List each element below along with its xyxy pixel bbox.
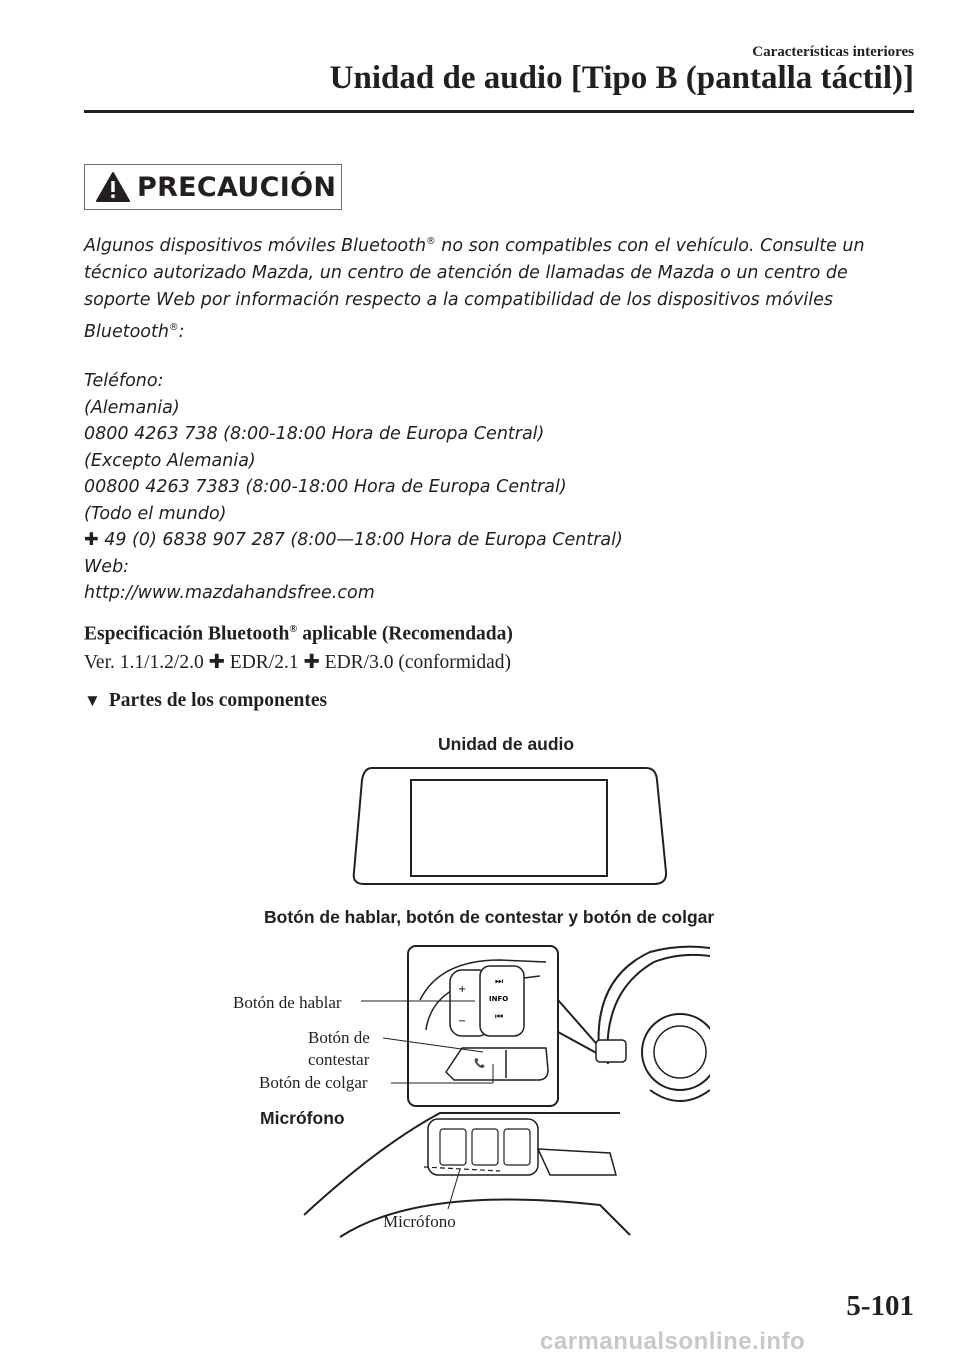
parts-heading: ▼ Partes de los componentes bbox=[84, 690, 328, 711]
warning-icon bbox=[95, 171, 131, 203]
microphone-illustration bbox=[300, 1105, 640, 1240]
title-rule bbox=[84, 110, 914, 113]
contact-info bbox=[84, 368, 884, 607]
contact-line: (Excepto Alemania) bbox=[84, 450, 256, 471]
spec-value: Ver. 1.1/1.2/2.0 ✚ EDR/2.1 ✚ EDR/3.0 (conformidad) bbox=[84, 652, 511, 673]
microphone-heading: Micrófono bbox=[260, 1108, 345, 1128]
section-label: Características interiores bbox=[752, 44, 914, 60]
callout-lines bbox=[355, 990, 495, 1090]
svg-text:INFO: INFO bbox=[489, 995, 509, 1003]
contact-line: (Todo el mundo) bbox=[84, 503, 227, 524]
audio-unit-illustration bbox=[350, 760, 670, 890]
audio-unit-label: Unidad de audio bbox=[438, 734, 575, 754]
answer-button-label-2: contestar bbox=[308, 1050, 370, 1069]
answer-button-label-1: Botón de bbox=[308, 1028, 370, 1047]
talk-button-label: Botón de hablar bbox=[233, 993, 342, 1012]
triangle-marker-icon: ▼ bbox=[84, 691, 101, 710]
contact-line: 00800 4263 7383 (8:00-18:00 Hora de Europa Central) bbox=[84, 477, 567, 497]
caution-text: Algunos dispositivos móviles Bluetooth® no son compatibles con el vehículo. Consulte un técnico autorizado Mazda, un centro de atención de llamadas de Mazda o un centro de soporte Web por información respecto a la compatibilidad de los dispositivos móviles Bluetooth®: bbox=[84, 235, 865, 342]
page-title: Unidad de audio [Tipo B (pantalla táctil)] bbox=[329, 60, 914, 96]
contact-line: (Alemania) bbox=[84, 397, 180, 418]
buttons-label: Botón de hablar, botón de contestar y botón de colgar bbox=[264, 907, 715, 927]
contact-link: http://www.mazdahandsfree.com bbox=[84, 583, 375, 603]
hangup-button-label: Botón de colgar bbox=[259, 1073, 368, 1092]
contact-line: 0800 4263 738 (8:00-18:00 Hora de Europa Central) bbox=[84, 424, 545, 444]
svg-text:+: + bbox=[458, 984, 467, 995]
watermark: carmanualsonline.info bbox=[540, 1328, 806, 1355]
svg-text:⏭: ⏭ bbox=[495, 977, 504, 987]
microphone-callout-label: Micrófono bbox=[383, 1212, 456, 1231]
caution-label: PRECAUCIÓN bbox=[137, 171, 337, 203]
spec-title: Especificación Bluetooth® aplicable (Recomendada) bbox=[84, 623, 513, 645]
svg-text:−: − bbox=[458, 1016, 467, 1027]
contact-line: Web: bbox=[84, 556, 130, 577]
page-number: 5-101 bbox=[846, 1290, 914, 1322]
contact-line: ✚ 49 (0) 6838 907 287 (8:00—18:00 Hora de Europa Central) bbox=[84, 530, 623, 550]
contact-line: Teléfono: bbox=[84, 371, 164, 391]
svg-text:📞: 📞 bbox=[474, 1059, 486, 1069]
svg-text:⏮: ⏮ bbox=[495, 1012, 504, 1022]
caution-box bbox=[84, 164, 342, 210]
